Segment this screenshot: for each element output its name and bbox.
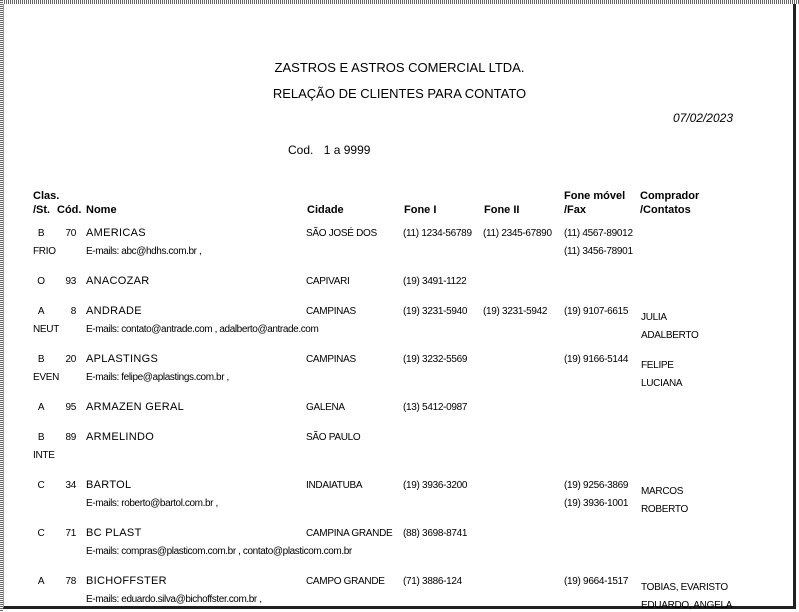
- client-class: C: [37, 528, 45, 539]
- client-emails: E-mails: contato@antrade.com , adalberto@antrade.com: [86, 324, 319, 335]
- code-range-label: Cod.: [288, 143, 314, 157]
- client-emails: E-mails: felipe@aplastings.com.br ,: [86, 372, 229, 383]
- client-code: 8: [70, 306, 76, 317]
- client-contact1: JULIA: [641, 312, 667, 323]
- client-code: 89: [65, 432, 76, 443]
- page-top-edge: [0, 0, 799, 4]
- client-name: ARMAZEN GERAL: [86, 401, 185, 413]
- client-contact1: MARCOS: [641, 486, 684, 497]
- col-cod: Cód.: [57, 204, 82, 216]
- client-fax: (11) 3456-78901: [564, 246, 633, 257]
- col-fone1: Fone I: [404, 204, 437, 216]
- client-phone1: (19) 3232-5569: [403, 354, 468, 365]
- col-comprador-line2: /Contatos: [640, 204, 691, 216]
- client-name: ANACOZAR: [86, 275, 150, 287]
- col-nome: Nome: [86, 204, 117, 216]
- client-code: 78: [65, 576, 76, 587]
- client-phone1: (88) 3698-8741: [403, 528, 468, 539]
- client-status: FRIO: [33, 246, 56, 257]
- col-fone-movel: [564, 189, 625, 217]
- client-class: A: [37, 576, 45, 587]
- col-movel-line1: Fone móvel: [564, 190, 626, 202]
- client-class: B: [37, 432, 45, 443]
- code-range: [288, 143, 370, 157]
- client-name: BC PLAST: [86, 527, 142, 539]
- client-mobile: (19) 9256-3869: [564, 480, 629, 491]
- client-contact2: LUCIANA: [641, 378, 683, 389]
- client-name: ANDRADE: [86, 305, 142, 317]
- col-clas: [33, 189, 59, 217]
- client-code: 93: [65, 276, 76, 287]
- code-range-value: 1 a 9999: [323, 143, 371, 157]
- client-phone2: (11) 2345-67890: [483, 228, 552, 239]
- col-clas-line1: Clas.: [33, 190, 60, 202]
- client-city: CAMPINA GRANDE: [306, 528, 393, 539]
- company-name: ZASTROS E ASTROS COMERCIAL LTDA.: [274, 60, 525, 75]
- client-code: 95: [65, 402, 76, 413]
- client-contact1: FELIPE: [641, 360, 674, 371]
- client-status: INTE: [33, 450, 55, 461]
- client-city: CAPIVARI: [306, 276, 350, 287]
- col-comprador: [640, 189, 699, 217]
- client-phone1: (13) 5412-0987: [403, 402, 468, 413]
- client-city: GALENA: [306, 402, 345, 413]
- col-clas-line2: /St.: [33, 204, 51, 216]
- col-comprador-line1: Comprador: [640, 190, 700, 202]
- client-class: A: [37, 402, 45, 413]
- client-phone1: (19) 3936-3200: [403, 480, 468, 491]
- client-contact1: TOBIAS, EVARISTO: [641, 582, 728, 593]
- client-city: SÃO PAULO: [306, 432, 361, 443]
- col-fone2: Fone II: [484, 204, 520, 216]
- client-emails: E-mails: roberto@bartol.com.br ,: [86, 498, 218, 509]
- client-class: A: [37, 306, 45, 317]
- client-code: 71: [65, 528, 76, 539]
- client-contact2: EDUARDO, ANGELA: [641, 600, 733, 611]
- client-city: CAMPINAS: [306, 306, 356, 317]
- client-code: 20: [65, 354, 76, 365]
- client-emails: E-mails: eduardo.silva@bichoffster.com.br ,: [86, 594, 262, 605]
- client-name: APLASTINGS: [86, 353, 159, 365]
- client-code: 70: [65, 228, 76, 239]
- client-emails: E-mails: abc@hdhs.com.br ,: [86, 246, 202, 257]
- client-name: AMERICAS: [86, 227, 146, 239]
- col-cidade: Cidade: [307, 204, 344, 216]
- client-mobile: (19) 9107-6615: [564, 306, 629, 317]
- client-class: C: [37, 480, 45, 491]
- client-code: 34: [65, 480, 76, 491]
- client-contact2: ADALBERTO: [641, 330, 699, 341]
- client-phone1: (19) 3231-5940: [403, 306, 468, 317]
- client-contact2: ROBERTO: [641, 504, 688, 515]
- client-status: NEUT: [33, 324, 60, 335]
- client-city: CAMPINAS: [306, 354, 356, 365]
- client-city: INDAIATUBA: [306, 480, 363, 491]
- client-name: BARTOL: [86, 479, 132, 491]
- client-mobile: (19) 9166-5144: [564, 354, 629, 365]
- client-phone1: (11) 1234-56789: [403, 228, 472, 239]
- report-title: RELAÇÃO DE CLIENTES PARA CONTATO: [272, 86, 527, 101]
- client-city: CAMPO GRANDE: [306, 576, 385, 587]
- client-status: EVEN: [33, 372, 60, 383]
- client-class: B: [37, 228, 45, 239]
- client-fax: (19) 3936-1001: [564, 498, 629, 509]
- client-mobile: (19) 9664-1517: [564, 576, 629, 587]
- client-phone1: (71) 3886-124: [403, 576, 462, 587]
- client-class: O: [37, 276, 45, 287]
- client-phone1: (19) 3491-1122: [403, 276, 467, 287]
- report-date: 07/02/2023: [672, 111, 733, 125]
- client-city: SÃO JOSÉ DOS: [306, 228, 377, 239]
- client-class: B: [37, 354, 45, 365]
- client-phone2: (19) 3231-5942: [483, 306, 548, 317]
- client-emails: E-mails: compras@plasticom.com.br , contato@plasticom.com.br: [86, 546, 352, 557]
- col-movel-line2: /Fax: [564, 204, 587, 216]
- client-name: ARMELINDO: [86, 431, 155, 443]
- client-mobile: (11) 4567-89012: [564, 228, 633, 239]
- client-name: BICHOFFSTER: [86, 575, 167, 587]
